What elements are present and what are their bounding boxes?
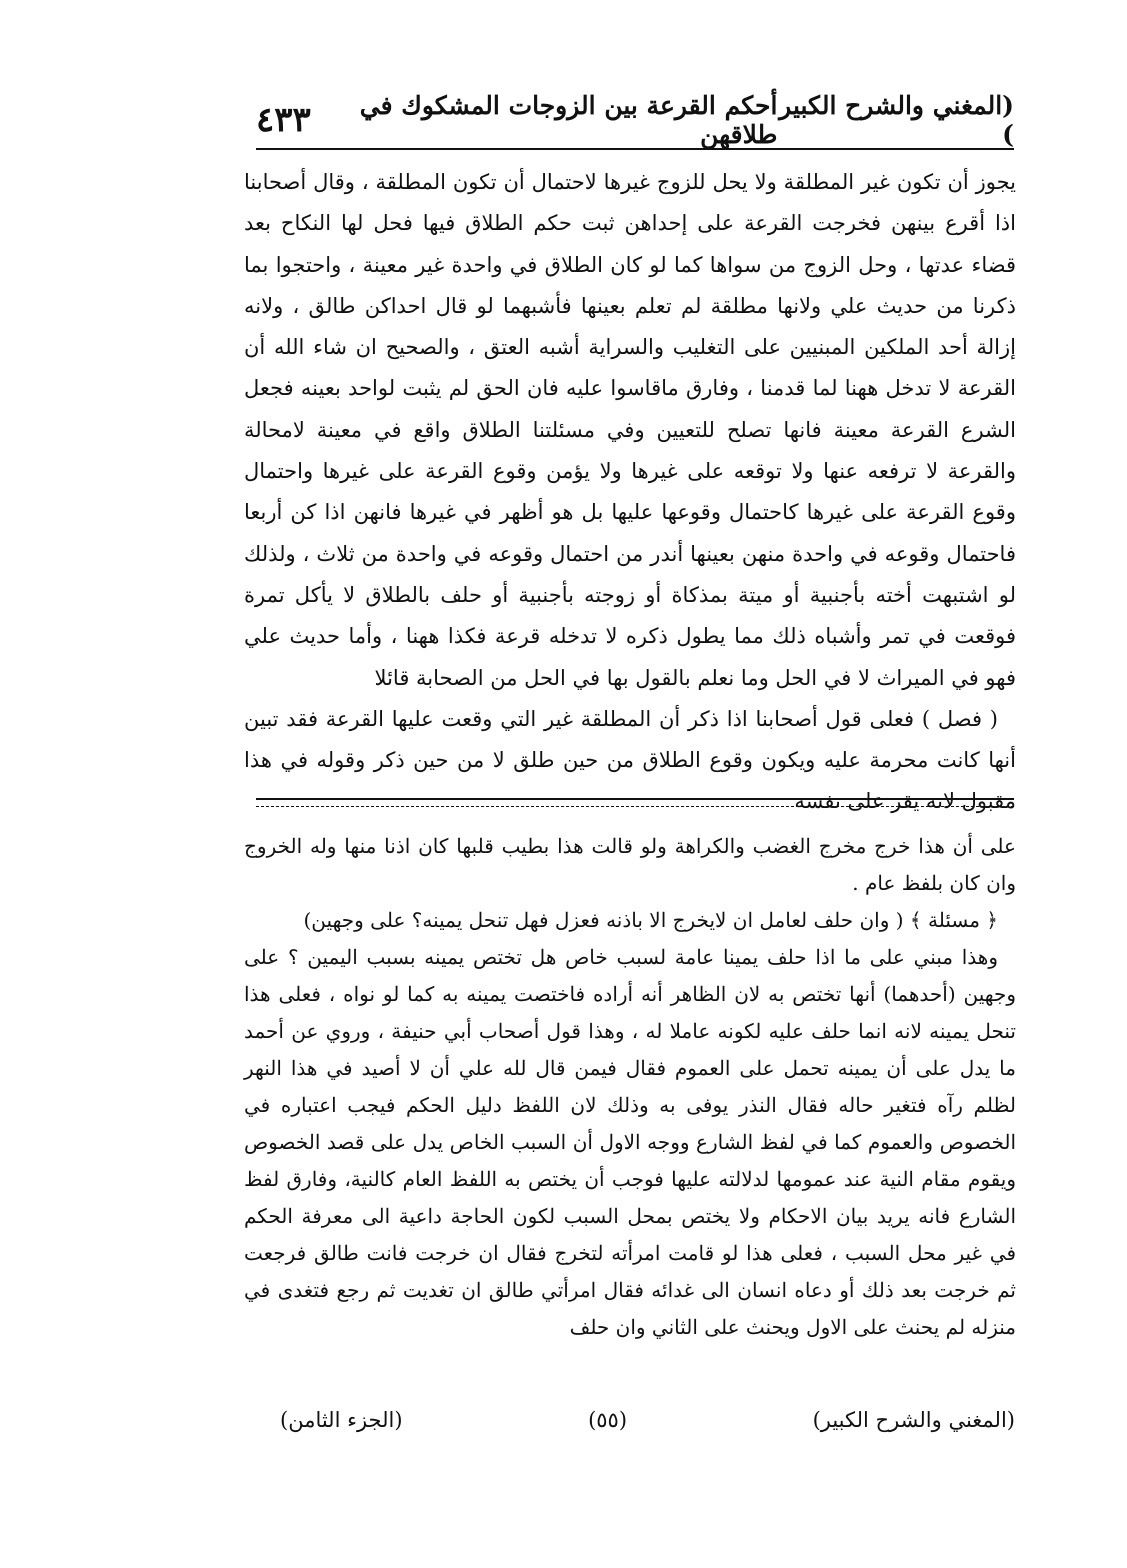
main-paragraph: يجوز أن تكون غير المطلقة ولا يحل للزوج غيرها لاحتمال أن تكون المطلقة ، وقال أصحابنا اذا أقرع بينهن فخرجت القرعة على إحداهن ثبت حكم الطلاق فيها فحل لها النكاح بعد قضاء عدتها ، وحل الزوج من سواها كما لو كان الطلاق في واحدة غير معينة ، واحتجوا بما ذكرنا من حديث علي ولانها مطلقة لم تعلم بعينها فأشبهما لو قال احداكن طالق ، ولانه إزالة أحد الملكين المبنيين على التغليب والسراية أشبه العتق ، والصحيح ان شاء الله أن القرعة لا تدخل ههنا لما قدمنا ، وفارق ماقاسوا عليه فان الحق لم يثبت لواحد بعينه فجعل الشرع القرعة معينة فانها تصلح للتعيين وفي مسئلتنا الطلاق واقع في معينة لامحالة والقرعة لا ترفعه عنها ولا توقعه على غيرها ولا يؤمن وقوع القرعة على غيرها واحتمال وقوع القرعة على غيرها كاحتمال وقوعها عليها بل هو أظهر في غيرها فانهن اذا كن أربعا فاحتمال وقوعه في واحدة منهن بعينها أندر من احتمال وقوعه في واحدة من ثلاث ، ولذلك لو اشتبهت أخته بأجنبية أو ميتة بمذكاة أو زوجته بأجنبية أو حلف بالطلاق لا يأكل تمرة فوقعت في تمر وأشباه ذلك مما يطول ذكره لا تدخله قرعة فكذا ههنا ، وأما حديث علي فهو في الميراث لا في الحل وما نعلم بالقول بها في الحل من الصحابة قائلا	[244, 170, 1016, 690]
chapter-title: أحكم القرعة بين الزوجات المشكوك في طلاقهن	[359, 91, 778, 149]
sharh-paragraph: وهذا مبني على ما اذا حلف يمينا عامة لسبب خاص هل تختص يمينه بسبب اليمين ؟ على وجهين (أحدهما) أنها تختص به لان الظاهر أنه أراده فاختصت يمينه به كما لو نواه ، فعلى هذا تنحل يمينه لانه انما حلف عليه لكونه عاملا له ، وهذا قول أصحاب أبي حنيفة ، وروي عن أحمد ما يدل على أن يمينه تحمل على العموم فقال فيمن قال لله علي أن لا أصيد في هذا النهر لظلم رآه فتغير حاله فقال النذر يوفى به وذلك لان اللفظ دليل الحكم فيجب اعتباره في الخصوص والعموم كما في لفظ الشارع ووجه الاول أن السبب الخاص يدل على قصد الخصوص ويقوم مقام النية عند عمومها لدلالته عليها فوجب أن يختص به اللفظ العام كالنية، وفارق لفظ الشارع فانه يريد بيان الاحكام ولا يختص بمحل السبب لكون الحاجة داعية الى معرفة الحكم في غير محل السبب ، فعلى هذا لو قامت امرأته لتخرج فقال ان خرجت فانت طالق فرجعت ثم خرجت بعد ذلك أو دعاه انسان الى غدائه فقال امرأتي طالق ان تغديت ثم رجع فتغدى في منزله لم يحنث على الاول ويحنث على الثاني وان حلف	[244, 945, 1016, 1339]
masala-heading: ﴿ مسئلة ﴾ ( وان حلف لعامل ان لايخرج الا باذنه فعزل فهل تنحل يمينه؟ على وجهين)	[303, 908, 998, 932]
page-number: ٤٣٣	[256, 100, 311, 140]
page-footer	[280, 1402, 1015, 1438]
running-header	[256, 91, 1014, 149]
book-title: (المغني والشرح الكبير )	[779, 91, 1014, 149]
section-divider	[256, 798, 1014, 807]
fasl-paragraph: ( فصل ) فعلى قول أصحابنا اذا ذكر أن المطلقة غير التي وقعت عليها القرعة فقد تبين أنها كانت محرمة عليه ويكون وقوع الطلاق من حين طلق لا من حين ذكر وقوله في هذا مقبول لانه يقر على نفسه	[244, 706, 1016, 814]
main-text	[244, 162, 1016, 823]
footer-signature: (٥٥)	[588, 1408, 628, 1432]
footer-volume: (الجزء الثامن)	[280, 1408, 403, 1432]
sharh-paragraph: على أن هذا خرج مخرج الغضب والكراهة ولو قالت هذا بطيب قلبها كان اذنا منها وله الخروج وان كان بلفظ عام .	[244, 834, 1016, 895]
sharh-text	[244, 828, 1016, 1346]
footer-book: (المغني والشرح الكبير)	[812, 1408, 1015, 1432]
header-rule	[256, 148, 1014, 150]
